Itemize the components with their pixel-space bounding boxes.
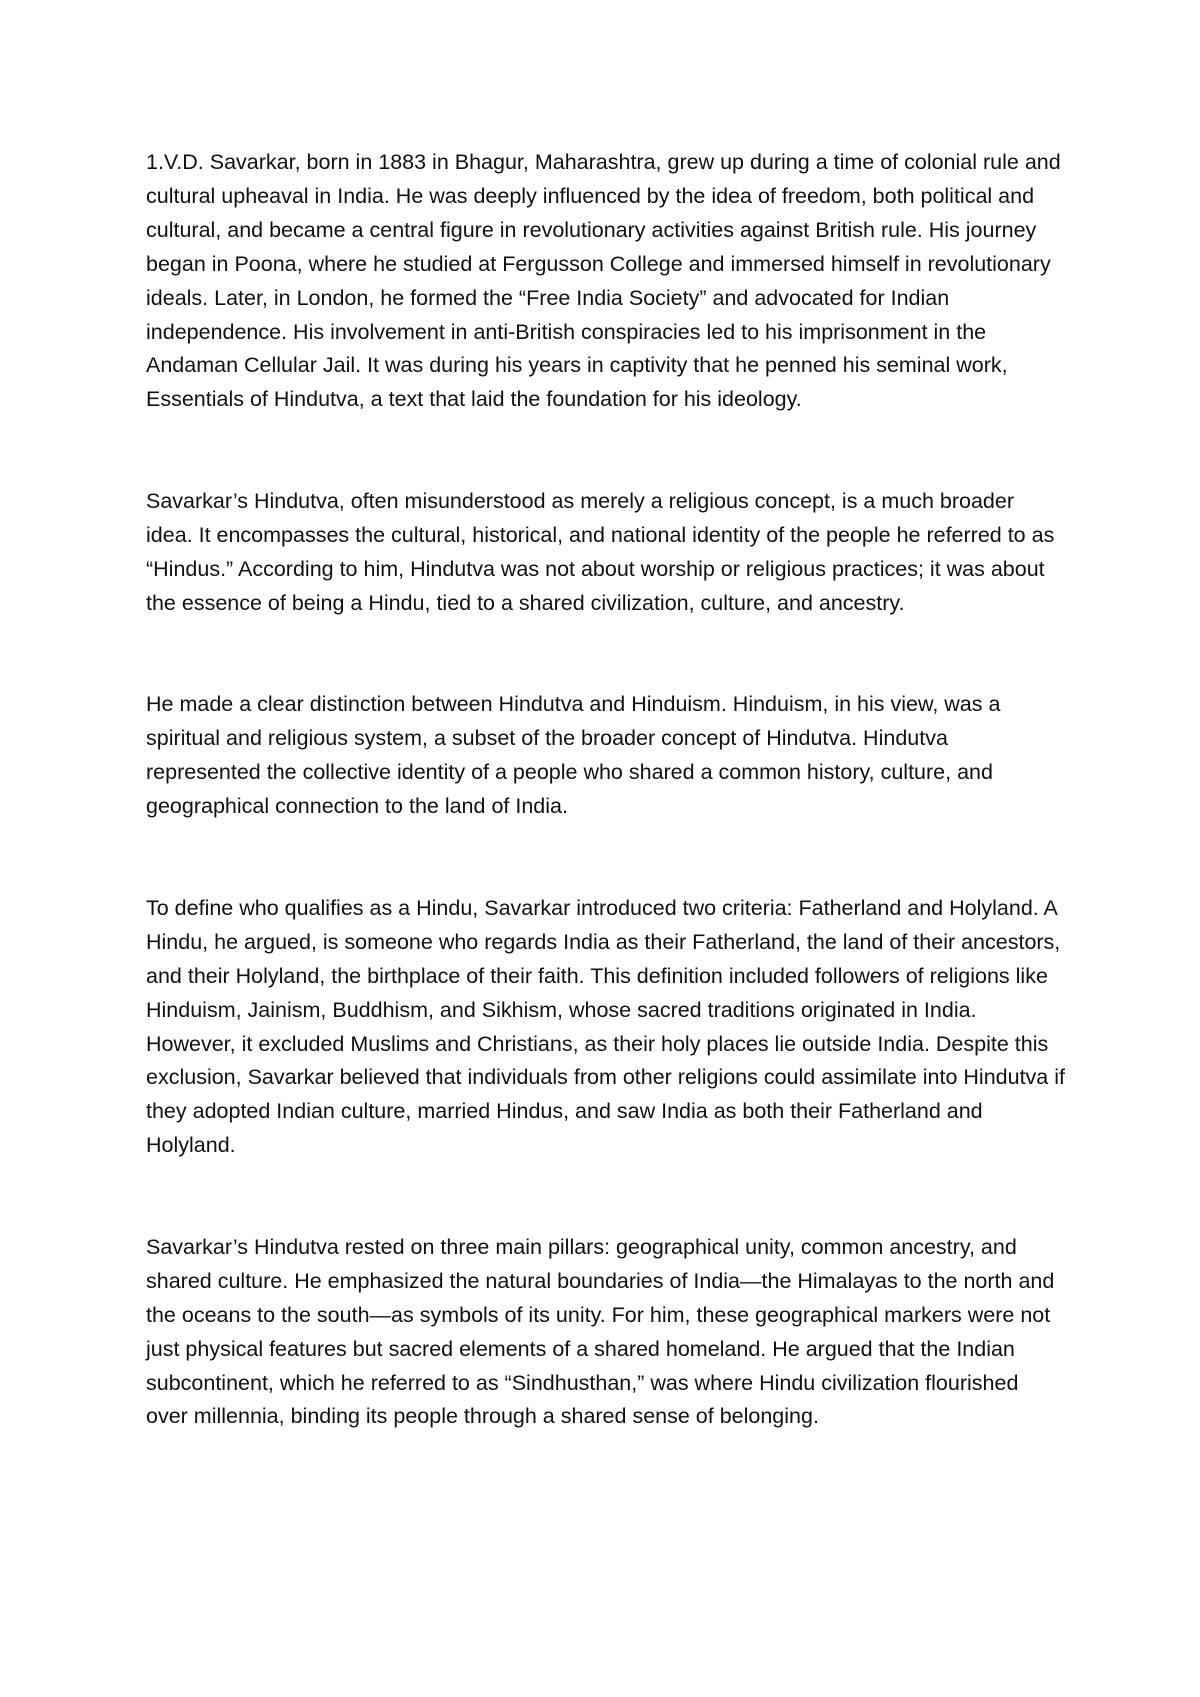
paragraph-fatherland-holyland: To define who qualifies as a Hindu, Savarkar introduced two criteria: Fatherland and Holyland. A Hindu, he argued, is someone who regards India as their Fatherland, the land of their ancestors, and their Holyland, the birthplace of their faith. This definition included followers of religions like Hinduism, Jainism, Buddhism, and Sikhism, whose sacred traditions originated in India. However, it excluded Muslims and Christians, as their holy places lie outside India. Despite this exclusion, Savarkar believed that individuals from other religions could assimilate into Hindutva if they adopted Indian culture, married Hindus, and saw India as both their Fatherland and Holyland. [146,895,1065,1158]
paragraph-hindutva-concept: Savarkar’s Hindutva, often misunderstood as merely a religious concept, is a much broader idea. It encompasses the cultural, historical, and national identity of the people he referred to as “Hindus.” According to him, Hindutva was not about worship or religious practices; it was about the essence of being a Hindu, tied to a shared civilization, culture, and ancestry. [146,489,1055,615]
paragraph-savarkar-biography: 1.V.D. Savarkar, born in 1883 in Bhagur, Maharashtra, grew up during a time of colonial rule and cultural upheaval in India. He was deeply influenced by the idea of freedom, both political and cultural, and became a central figure in revolutionary activities against British rule. His journey began in Poona, where he studied at Fergusson College and immersed himself in revolutionary ideals. Later, in London, he formed the “Free India Society” and advocated for Indian independence. His involvement in anti-British conspiracies led to his imprisonment in the Andaman Cellular Jail. It was during his years in captivity that he penned his seminal work, Essentials of Hindutva, a text that laid the foundation for his ideology. [146,150,1061,412]
paragraph-hindutva-vs-hinduism: He made a clear distinction between Hindutva and Hinduism. Hinduism, in his view, was a spiritual and religious system, a subset of the broader concept of Hindutva. Hindutva represented the collective identity of a people who shared a common history, culture, and geographical connection to the land of India. [146,692,1001,819]
paragraph-three-pillars: Savarkar’s Hindutva rested on three main pillars: geographical unity, common ancestry, and shared culture. He emphasized the natural boundaries of India—the Himalayas to the north and the oceans to the south—as symbols of its unity. For him, these geographical markers were not just physical features but sacred elements of a shared homeland. He argued that the Indian subcontinent, which he referred to as “Sindhusthan,” was where Hindu civilization flourished over millennia, binding its people through a shared sense of belonging. [146,1234,1055,1429]
document-body [146,146,1066,1502]
